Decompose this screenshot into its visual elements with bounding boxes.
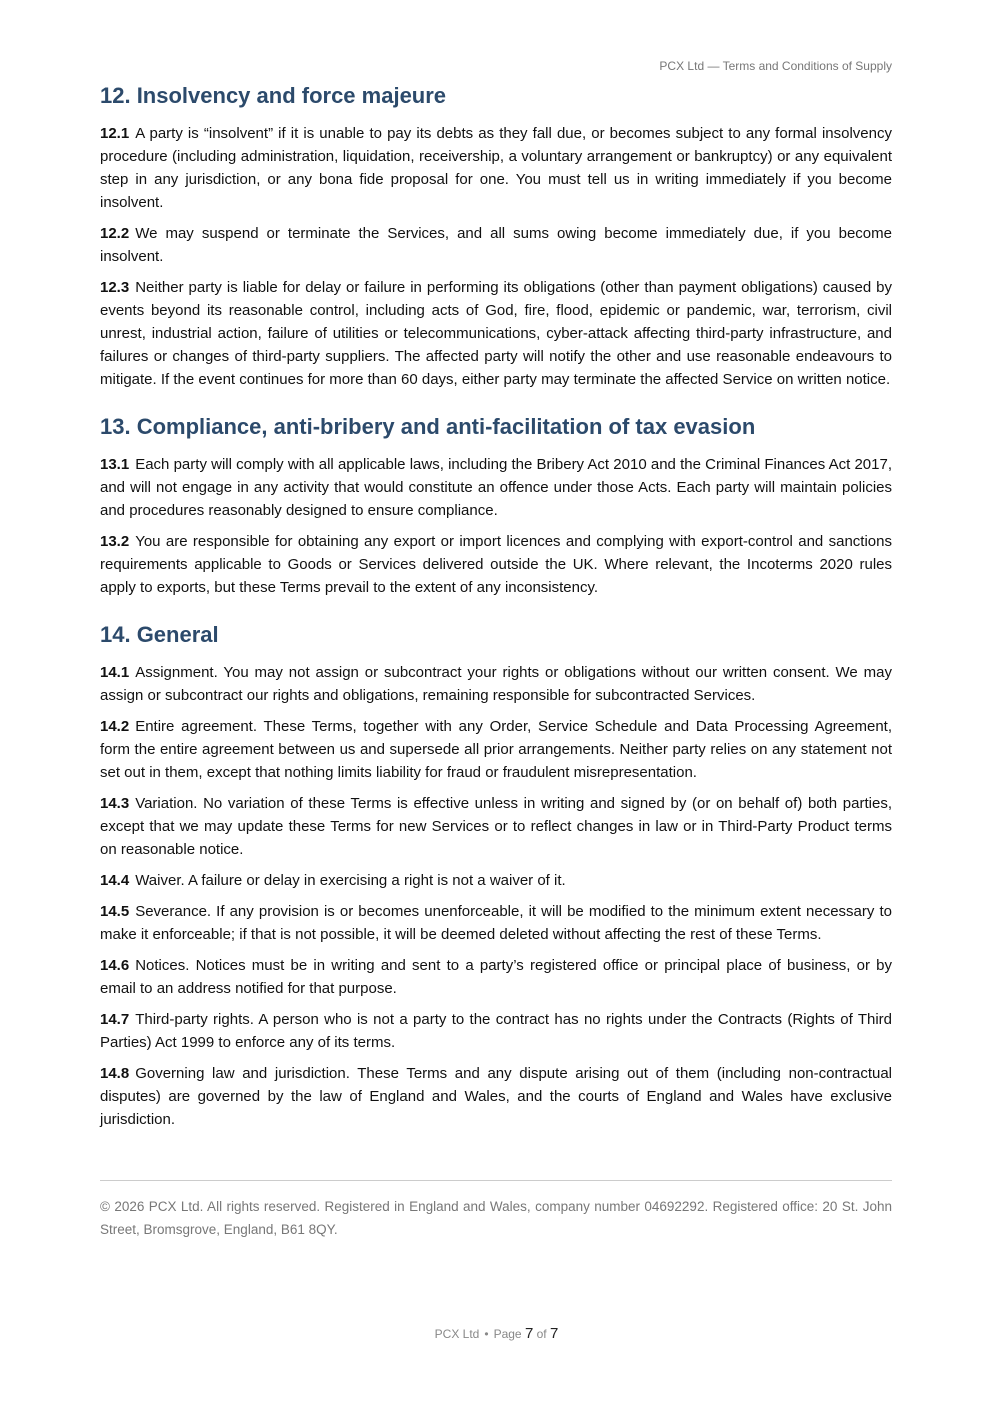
clause-14-5 — [100, 900, 892, 946]
section-heading: 13. Compliance, anti-bribery and anti-facilitation of tax evasion — [100, 414, 756, 439]
clause-text: We may suspend or terminate the Services, and all sums owing become immediately due, if you become insolvent. — [100, 225, 892, 265]
page-label: Page — [493, 1327, 522, 1341]
page-total: 7 — [549, 1325, 559, 1342]
clause-14-1 — [100, 661, 892, 707]
clause-number: 14.6 — [100, 957, 130, 974]
clause-text: Entire agreement. These Terms, together with any Order, Service Schedule and Data Processing Agreement, form the entire agreement between us and supersede all prior arrangements. Neither party relies on any statement not set out in them, except that nothing limits liability for fraud or fraudulent misrepresentation. — [100, 718, 892, 781]
clause-12-1 — [100, 122, 892, 214]
clause-14-2 — [100, 715, 892, 784]
clause-14-6 — [100, 954, 892, 1000]
section-heading: 14. General — [100, 622, 219, 647]
clause-text: You are responsible for obtaining any export or import licences and complying with export-control and sanctions requirements applicable to Goods or Services delivered outside the UK. Where relevant, the Incoterms 2020 rules apply to exports, but these Terms prevail to the extent of any inconsistency. — [100, 533, 892, 596]
clause-number: 12.3 — [100, 279, 130, 296]
clause-text: Neither party is liable for delay or failure in performing its obligations (other than payment obligations) caused by events beyond its reasonable control, including acts of God, fire, flood, epidemic or pandemic, war, terrorism, civil unrest, industrial action, failure of utilities or telecommunications, cyber-attack affecting third-party infrastructure, and failures or changes of third-party suppliers. The affected party will notify the other and use reasonable endeavours to mitigate. If the event continues for more than 60 days, either party may terminate the affected Service on written notice. — [100, 279, 892, 388]
clause-text: Each party will comply with all applicable laws, including the Bribery Act 2010 and the Criminal Finances Act 2017, and will not engage in any activity that would constitute an offence under those Acts. Each party will maintain policies and procedures reasonably designed to ensure compliance. — [100, 456, 892, 519]
section-12 — [100, 80, 892, 391]
clause-14-8 — [100, 1062, 892, 1131]
clause-number: 14.3 — [100, 795, 130, 812]
clause-number: 14.1 — [100, 664, 130, 681]
clause-12-2 — [100, 222, 892, 268]
copyright-notice: © 2026 PCX Ltd. All rights reserved. Registered in England and Wales, company number 04692292. Registered office: 20 St. John Street, Bromsgrove, England, B61 8QY. — [100, 1199, 892, 1237]
clause-text: Variation. No variation of these Terms is effective unless in writing and signed by (or on behalf of) both parties, except that we may update these Terms for new Services or to reflect changes in law or in Third-Party Product terms on reasonable notice. — [100, 795, 892, 858]
footer-separator: • — [484, 1327, 489, 1341]
clause-text: A party is “insolvent” if it is unable to pay its debts as they fall due, or becomes subject to any formal insolvency procedure (including administration, liquidation, receivership, a voluntary arrangement or bankruptcy) or any equivalent step in any jurisdiction, or any bona fide proposal for one. You must tell us in writing immediately if you become insolvent. — [100, 125, 892, 211]
footer-company: PCX Ltd — [434, 1327, 480, 1341]
clause-13-1 — [100, 453, 892, 522]
clause-14-3 — [100, 792, 892, 861]
clause-number: 14.5 — [100, 903, 130, 920]
clause-number: 12.2 — [100, 225, 130, 242]
clause-14-7 — [100, 1008, 892, 1054]
clause-number: 14.4 — [100, 872, 130, 889]
document-body — [100, 80, 892, 1151]
clause-13-2 — [100, 530, 892, 599]
running-header: PCX Ltd — Terms and Conditions of Supply — [659, 59, 892, 73]
clause-number: 14.7 — [100, 1011, 130, 1028]
clause-14-4 — [100, 869, 892, 892]
clause-number: 14.2 — [100, 718, 130, 735]
clause-12-3 — [100, 276, 892, 391]
page-footer — [0, 1325, 993, 1342]
section-14 — [100, 619, 892, 1131]
clause-text: Notices. Notices must be in writing and sent to a party’s registered office or principal place of business, or by email to an address notified for that purpose. — [100, 957, 892, 997]
clause-number: 13.2 — [100, 533, 130, 550]
section-heading: 12. Insolvency and force majeure — [100, 83, 447, 108]
clause-text: Severance. If any provision is or becomes unenforceable, it will be modified to the minimum extent necessary to make it enforceable; if that is not possible, it will be deemed deleted without affecting the rest of these Terms. — [100, 903, 892, 943]
clause-number: 14.8 — [100, 1065, 130, 1082]
clause-number: 12.1 — [100, 125, 130, 142]
clause-text: Waiver. A failure or delay in exercising a right is not a waiver of it. — [135, 872, 566, 889]
clause-text: Assignment. You may not assign or subcontract your rights or obligations without our written consent. We may assign or subcontract our rights and obligations, remaining responsible for subcontracted Services. — [100, 664, 892, 704]
footer-divider — [100, 1180, 892, 1181]
clause-text: Governing law and jurisdiction. These Terms and any dispute arising out of them (including non-contractual disputes) are governed by the law of England and Wales, and the courts of England and Wales have exclusive jurisdiction. — [100, 1065, 892, 1128]
of-label: of — [536, 1327, 547, 1341]
clause-number: 13.1 — [100, 456, 130, 473]
page-current: 7 — [524, 1325, 534, 1342]
clause-text: Third-party rights. A person who is not a party to the contract has no rights under the Contracts (Rights of Third Parties) Act 1999 to enforce any of its terms. — [100, 1011, 892, 1051]
section-13 — [100, 411, 892, 599]
